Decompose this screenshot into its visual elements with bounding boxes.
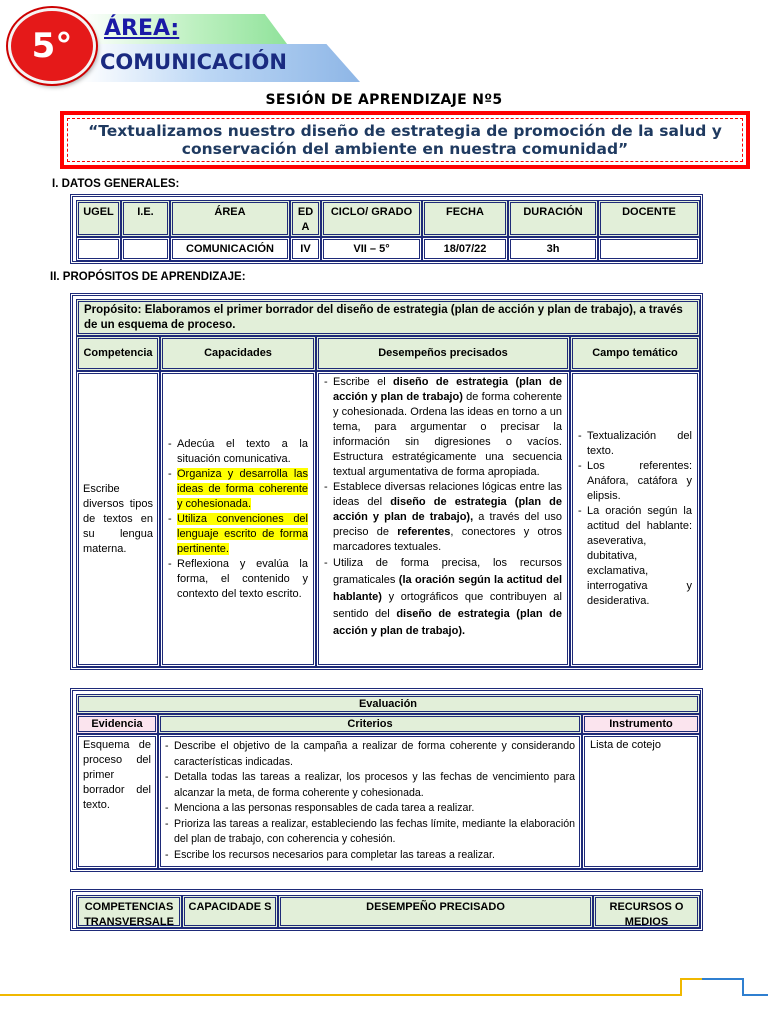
proposito-text: Propósito: Elaboramos el primer borrador del diseño de estrategia (plan de acción y plan de trabajo), a través de un esquema de proceso. (76, 299, 700, 336)
header-capacidades: Capacidades (160, 336, 316, 371)
desempeno-item: - Utiliza de forma precisa, los recursos gramaticales (la oración según la actitud del hablante) y ortográficos que contribuyen al sentido del diseño de estrategia (plan de acción y plan de trabajo). (324, 555, 562, 640)
criterios-cell (158, 734, 582, 869)
header-competencias-transversales: COMPETENCIAS TRANSVERSALE (76, 895, 182, 928)
header-desempeno-precisado: DESEMPEÑO PRECISADO (278, 895, 593, 928)
competencia-text: Escribe diversos tipos de textos en su lengua materna. (83, 482, 153, 555)
propositos-table (70, 293, 703, 670)
header-criterios: Criterios (158, 714, 582, 734)
campo-tematico-list (578, 429, 692, 609)
campo-item: - Textualización del texto. (578, 429, 692, 459)
area-value: COMUNICACIÓN (100, 50, 287, 74)
transversales-table (70, 889, 703, 931)
dg-value-ciclo: VII – 5° (321, 237, 422, 261)
criterio-item: - Menciona a las personas responsables de cada tarea a realizar. (165, 801, 575, 817)
footer-yellow-line (0, 994, 680, 996)
datos-generales-table (70, 194, 703, 264)
dg-header-docente: DOCENTE (598, 200, 700, 237)
capacidad-item-highlighted: - Utiliza convenciones del lenguaje escrito de forma pertinente. (168, 512, 308, 557)
dg-header-area: ÁREA (170, 200, 290, 237)
dg-header-ie: I.E. (121, 200, 170, 237)
capacidad-item: - Reflexiona y evalúa la forma, el contenido y contexto del texto escrito. (168, 557, 308, 602)
area-label: ÁREA: (104, 16, 180, 41)
campo-tematico-cell (570, 371, 700, 667)
criterios-list (165, 739, 575, 863)
grade-badge-label: 5° (31, 26, 73, 66)
dg-value-duracion: 3h (508, 237, 598, 261)
dg-header-ciclo: CICLO/ GRADO (321, 200, 422, 237)
session-title: SESIÓN DE APRENDIZAJE Nº5 (265, 92, 503, 108)
header-desempenos: Desempeños precisados (316, 336, 570, 371)
desempenos-list (324, 375, 562, 640)
header-campo-tematico: Campo temático (570, 336, 700, 371)
campo-item: - Los referentes: Anáfora, catáfora y elipsis. (578, 459, 692, 504)
desempeno-item: - Escribe el diseño de estrategia (plan de acción y plan de trabajo) de forma coherente y cohesionada. Ordena las ideas en torno a un tema, para argumentar o precisar la información sin digresiones o vacíos. Estructura estratégicamente una secuencia textual argumentativa de forma apropiada. (324, 375, 562, 480)
desempeno-item: - Establece diversas relaciones lógicas entre las ideas del diseño de estrategia (plan de acción y plan de trabajo), a través del uso preciso de referentes, conectores y otros marcadores textuales. (324, 480, 562, 555)
lesson-title: “Textualizamos nuestro diseño de estrategia de promoción de la salud y conservación del ambiente en nuestra comunidad” (67, 118, 743, 162)
criterio-item: - Prioriza las tareas a realizar, estableciendo las fechas límite, mediante la elaboración del plan de trabajo, con coherencia y cohesión. (165, 817, 575, 848)
capacidad-item-highlighted: - Organiza y desarrolla las ideas de forma coherente y cohesionada. (168, 467, 308, 512)
grade-badge (8, 8, 96, 84)
header-capacidades-transversales: CAPACIDADE S (182, 895, 278, 928)
criterio-item: - Detalla todas las tareas a realizar, los procesos y las fechas de vencimiento para alcanzar la meta, de forma coherente y cohesionada. (165, 770, 575, 801)
dg-value-fecha: 18/07/22 (422, 237, 508, 261)
capacidades-list (168, 437, 308, 602)
criterio-item: - Describe el objetivo de la campaña a realizar de forma coherente y considerando características indicadas. (165, 739, 575, 770)
instrumento-text: Lista de cotejo (582, 734, 700, 869)
dg-value-area: COMUNICACIÓN (170, 237, 290, 261)
dg-header-eda: ED A (290, 200, 321, 237)
competencia-cell (76, 371, 160, 667)
dg-value-docente (598, 237, 700, 261)
capacidades-cell (160, 371, 316, 667)
dg-value-eda: IV (290, 237, 321, 261)
dg-value-ugel (76, 237, 121, 261)
desempenos-cell (316, 371, 570, 667)
header-competencia: Competencia (76, 336, 160, 371)
header-recursos-medios: RECURSOS O MEDIOS (593, 895, 700, 928)
dg-header-fecha: FECHA (422, 200, 508, 237)
campo-item: - La oración según la actitud del hablante: aseverativa, dubitativa, exclamativa, interrogativa y desiderativa. (578, 504, 692, 609)
dg-value-ie (121, 237, 170, 261)
footer-yellow-step (680, 978, 702, 996)
header-instrumento: Instrumento (582, 714, 700, 734)
footer-blue-line (702, 978, 742, 980)
header-evidencia: Evidencia (76, 714, 158, 734)
criterio-item: - Escribe los recursos necesarios para completar las tareas a realizar. (165, 848, 575, 864)
section-heading-propositos: II. PROPÓSITOS DE APRENDIZAJE: (50, 271, 246, 283)
capacidad-item: - Adecúa el texto a la situación comunicativa. (168, 437, 308, 467)
section-heading-datos-generales: I. DATOS GENERALES: (52, 178, 180, 190)
lesson-title-box (60, 111, 750, 169)
evidencia-text: Esquema de proceso del primer borrador del texto. (76, 734, 158, 869)
dg-header-duracion: DURACIÓN (508, 200, 598, 237)
evaluacion-title: Evaluación (76, 694, 700, 714)
dg-header-ugel: UGEL (76, 200, 121, 237)
footer-blue-step (742, 978, 768, 996)
evaluacion-table (70, 688, 703, 872)
